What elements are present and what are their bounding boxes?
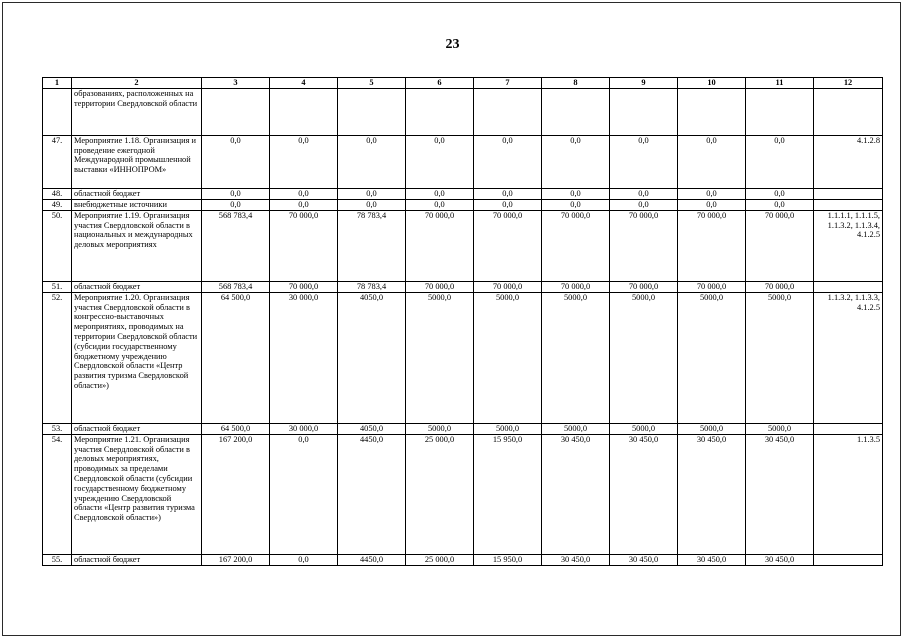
value-cell: 0,0 bbox=[746, 188, 814, 199]
value-cell: 30 450,0 bbox=[746, 434, 814, 554]
target-indicator-refs: 1.1.3.5 bbox=[814, 434, 883, 554]
value-cell: 568 783,4 bbox=[202, 281, 270, 292]
target-indicator-refs: 1.1.1.1, 1.1.1.5, 1.1.3.2, 1.1.3.4, 4.1.2.5 bbox=[814, 210, 883, 281]
value-cell: 78 783,4 bbox=[338, 281, 406, 292]
column-header-4: 4 bbox=[270, 78, 338, 89]
value-cell: 0,0 bbox=[270, 135, 338, 188]
value-cell: 15 950,0 bbox=[474, 554, 542, 565]
row-number: 52. bbox=[43, 292, 72, 423]
value-cell: 5000,0 bbox=[610, 292, 678, 423]
value-cell: 64 500,0 bbox=[202, 292, 270, 423]
value-cell: 0,0 bbox=[610, 188, 678, 199]
value-cell: 0,0 bbox=[406, 188, 474, 199]
value-cell: 5000,0 bbox=[746, 292, 814, 423]
value-cell: 4450,0 bbox=[338, 434, 406, 554]
column-header-3: 3 bbox=[202, 78, 270, 89]
table-row bbox=[43, 554, 883, 565]
value-cell: 25 000,0 bbox=[406, 434, 474, 554]
value-cell: 0,0 bbox=[474, 188, 542, 199]
row-number: 49. bbox=[43, 199, 72, 210]
row-number: 47. bbox=[43, 135, 72, 188]
value-cell: 0,0 bbox=[678, 135, 746, 188]
budget-table bbox=[42, 77, 883, 566]
value-cell: 30 450,0 bbox=[746, 554, 814, 565]
value-cell bbox=[678, 88, 746, 135]
value-cell: 0,0 bbox=[610, 135, 678, 188]
value-cell: 70 000,0 bbox=[474, 281, 542, 292]
value-cell: 0,0 bbox=[746, 199, 814, 210]
row-number: 54. bbox=[43, 434, 72, 554]
value-cell: 30 450,0 bbox=[610, 554, 678, 565]
target-indicator-refs bbox=[814, 554, 883, 565]
row-description: Мероприятие 1.21. Организация участия Свердловской области в деловых мероприятиях, проводимых за пределами Свердловской области (субсидии государственному бюджетному учреждению Свердловской области «Центр развития туризма Свердловской области») bbox=[72, 434, 202, 554]
value-cell bbox=[338, 88, 406, 135]
value-cell: 70 000,0 bbox=[542, 210, 610, 281]
value-cell bbox=[406, 88, 474, 135]
value-cell: 0,0 bbox=[542, 135, 610, 188]
row-description: Мероприятие 1.18. Организация и проведение ежегодной Международной промышленной выставки «ИННОПРОМ» bbox=[72, 135, 202, 188]
value-cell: 0,0 bbox=[406, 199, 474, 210]
row-number: 50. bbox=[43, 210, 72, 281]
value-cell: 70 000,0 bbox=[678, 281, 746, 292]
target-indicator-refs bbox=[814, 423, 883, 434]
column-header-1: 1 bbox=[43, 78, 72, 89]
value-cell: 0,0 bbox=[338, 188, 406, 199]
value-cell: 5000,0 bbox=[678, 292, 746, 423]
value-cell: 30 450,0 bbox=[542, 554, 610, 565]
value-cell bbox=[474, 88, 542, 135]
value-cell: 5000,0 bbox=[746, 423, 814, 434]
value-cell: 0,0 bbox=[270, 188, 338, 199]
row-number: 53. bbox=[43, 423, 72, 434]
value-cell: 4050,0 bbox=[338, 423, 406, 434]
target-indicator-refs bbox=[814, 188, 883, 199]
column-header-12: 12 bbox=[814, 78, 883, 89]
value-cell bbox=[270, 88, 338, 135]
row-description: Мероприятие 1.20. Организация участия Свердловской области в конгрессно-выставочных мероприятиях, проводимых на территории Свердловской области (субсидии государственному бюджетному учреждению Свердловской области «Центр развития туризма Свердловской области») bbox=[72, 292, 202, 423]
value-cell: 30 450,0 bbox=[610, 434, 678, 554]
value-cell: 0,0 bbox=[610, 199, 678, 210]
value-cell: 0,0 bbox=[746, 135, 814, 188]
value-cell: 5000,0 bbox=[610, 423, 678, 434]
value-cell bbox=[202, 88, 270, 135]
table-row bbox=[43, 434, 883, 554]
value-cell: 70 000,0 bbox=[406, 281, 474, 292]
row-description: Мероприятие 1.19. Организация участия Свердловской области в национальных и международных деловых мероприятиях bbox=[72, 210, 202, 281]
column-header-8: 8 bbox=[542, 78, 610, 89]
value-cell: 15 950,0 bbox=[474, 434, 542, 554]
value-cell: 70 000,0 bbox=[474, 210, 542, 281]
value-cell: 78 783,4 bbox=[338, 210, 406, 281]
value-cell: 30 000,0 bbox=[270, 292, 338, 423]
value-cell: 70 000,0 bbox=[746, 210, 814, 281]
value-cell: 0,0 bbox=[474, 135, 542, 188]
value-cell: 70 000,0 bbox=[678, 210, 746, 281]
value-cell: 0,0 bbox=[542, 188, 610, 199]
table-row bbox=[43, 135, 883, 188]
row-number: 55. bbox=[43, 554, 72, 565]
value-cell: 0,0 bbox=[406, 135, 474, 188]
table-row bbox=[43, 281, 883, 292]
value-cell: 70 000,0 bbox=[746, 281, 814, 292]
value-cell bbox=[542, 88, 610, 135]
value-cell: 568 783,4 bbox=[202, 210, 270, 281]
value-cell: 167 200,0 bbox=[202, 434, 270, 554]
value-cell: 0,0 bbox=[270, 434, 338, 554]
table-row bbox=[43, 88, 883, 135]
value-cell: 5000,0 bbox=[678, 423, 746, 434]
value-cell: 30 450,0 bbox=[678, 554, 746, 565]
table-row bbox=[43, 199, 883, 210]
value-cell: 25 000,0 bbox=[406, 554, 474, 565]
column-header-5: 5 bbox=[338, 78, 406, 89]
target-indicator-refs: 1.1.3.2, 1.1.3.3, 4.1.2.5 bbox=[814, 292, 883, 423]
column-header-9: 9 bbox=[610, 78, 678, 89]
column-header-2: 2 bbox=[72, 78, 202, 89]
value-cell bbox=[610, 88, 678, 135]
row-number: 48. bbox=[43, 188, 72, 199]
column-header-7: 7 bbox=[474, 78, 542, 89]
column-header-6: 6 bbox=[406, 78, 474, 89]
target-indicator-refs bbox=[814, 88, 883, 135]
value-cell: 0,0 bbox=[542, 199, 610, 210]
value-cell: 0,0 bbox=[338, 199, 406, 210]
value-cell: 5000,0 bbox=[542, 423, 610, 434]
value-cell: 70 000,0 bbox=[270, 281, 338, 292]
value-cell bbox=[746, 88, 814, 135]
value-cell: 0,0 bbox=[202, 135, 270, 188]
value-cell: 0,0 bbox=[678, 199, 746, 210]
value-cell: 5000,0 bbox=[542, 292, 610, 423]
row-description: областной бюджет bbox=[72, 423, 202, 434]
value-cell: 70 000,0 bbox=[610, 281, 678, 292]
value-cell: 70 000,0 bbox=[270, 210, 338, 281]
value-cell: 0,0 bbox=[338, 135, 406, 188]
row-number bbox=[43, 88, 72, 135]
value-cell: 0,0 bbox=[270, 199, 338, 210]
target-indicator-refs: 4.1.2.8 bbox=[814, 135, 883, 188]
value-cell: 0,0 bbox=[474, 199, 542, 210]
table-row bbox=[43, 188, 883, 199]
row-description: областной бюджет bbox=[72, 554, 202, 565]
value-cell: 64 500,0 bbox=[202, 423, 270, 434]
value-cell: 5000,0 bbox=[406, 423, 474, 434]
value-cell: 70 000,0 bbox=[542, 281, 610, 292]
value-cell: 0,0 bbox=[202, 199, 270, 210]
target-indicator-refs bbox=[814, 281, 883, 292]
value-cell: 70 000,0 bbox=[406, 210, 474, 281]
row-description: областной бюджет bbox=[72, 281, 202, 292]
value-cell: 4050,0 bbox=[338, 292, 406, 423]
table-row bbox=[43, 210, 883, 281]
value-cell: 30 450,0 bbox=[542, 434, 610, 554]
value-cell: 30 450,0 bbox=[678, 434, 746, 554]
column-header-10: 10 bbox=[678, 78, 746, 89]
value-cell: 167 200,0 bbox=[202, 554, 270, 565]
row-number: 51. bbox=[43, 281, 72, 292]
value-cell: 5000,0 bbox=[406, 292, 474, 423]
value-cell: 4450,0 bbox=[338, 554, 406, 565]
page-number: 23 bbox=[445, 37, 460, 52]
header-row bbox=[43, 78, 883, 89]
value-cell: 30 000,0 bbox=[270, 423, 338, 434]
row-description: внебюджетные источники bbox=[72, 199, 202, 210]
table-row bbox=[43, 423, 883, 434]
value-cell: 0,0 bbox=[202, 188, 270, 199]
target-indicator-refs bbox=[814, 199, 883, 210]
row-description: областной бюджет bbox=[72, 188, 202, 199]
value-cell: 0,0 bbox=[678, 188, 746, 199]
value-cell: 5000,0 bbox=[474, 292, 542, 423]
table-row bbox=[43, 292, 883, 423]
table-body bbox=[43, 78, 883, 566]
value-cell: 0,0 bbox=[270, 554, 338, 565]
value-cell: 70 000,0 bbox=[610, 210, 678, 281]
column-header-11: 11 bbox=[746, 78, 814, 89]
row-description: образованиях, расположенных на территории Свердловской области bbox=[72, 88, 202, 135]
value-cell: 5000,0 bbox=[474, 423, 542, 434]
